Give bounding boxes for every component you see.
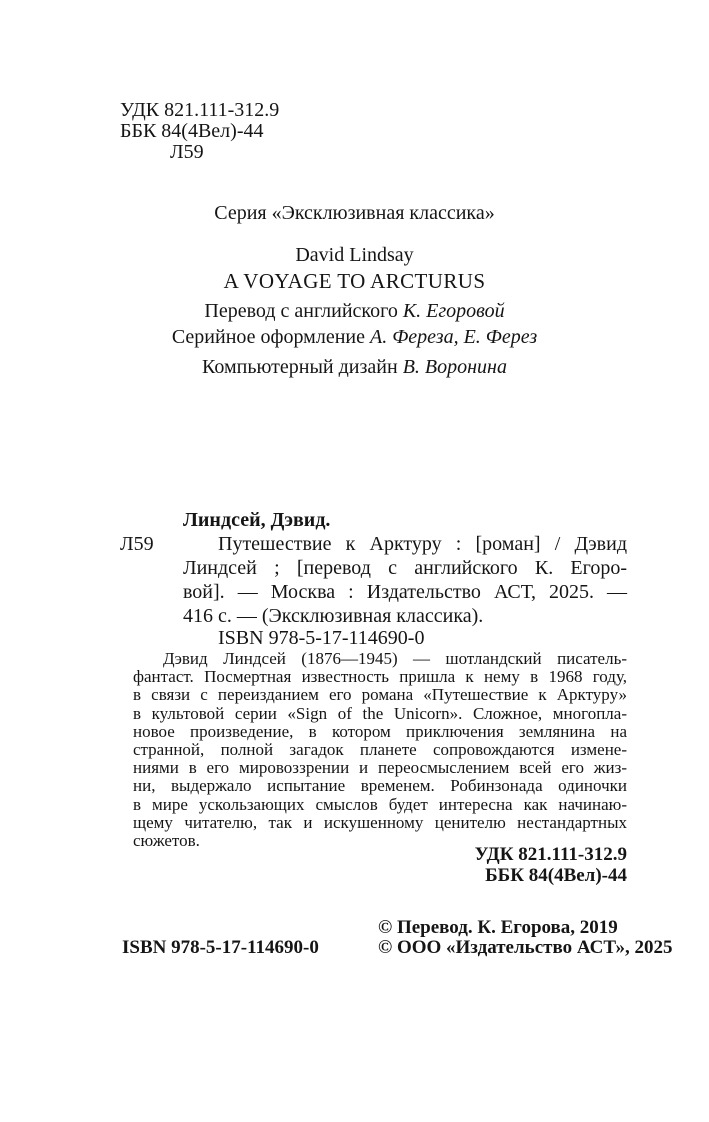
credit-line-computer-design (0, 356, 709, 379)
catalog-author-sign: Л59 (120, 533, 154, 555)
credit-line-series-design (0, 326, 709, 349)
bottom-bibliographic-codes (475, 845, 627, 886)
isbn-line: ISBN 978-5-17-114690-0 (218, 627, 425, 649)
copyright-translation: © Перевод. К. Егорова, 2019 (378, 917, 618, 938)
udk-code-bottom: УДК 821.111-312.9 (474, 844, 627, 865)
udk-code: УДК 821.111-312.9 (120, 99, 280, 121)
annotation-line: Дэвид Линдсей (1876—1945) — шотландский писатель- (163, 649, 627, 668)
original-author-name: David Lindsay (295, 244, 414, 266)
bbk-code-bottom: ББК 84(4Вел)-44 (485, 864, 627, 886)
copyright-block (378, 918, 673, 957)
credit-person: А. Фереза, Е. Ферез (369, 326, 538, 348)
bbk-code: ББК 84(4Вел)-44 (120, 120, 264, 142)
credit-person: В. Воронина (402, 356, 507, 378)
annotation-line: ниями в его мировоззрении и переосмыслением всей его жиз- (133, 758, 627, 778)
annotation-line: странной, полной загадок планете сопровождаются измене- (133, 740, 627, 760)
original-title: A VOYAGE TO ARCTURUS (223, 269, 486, 293)
catalog-line: Линдсей ; [перевод с английского К. Егоро- (183, 557, 627, 579)
author-sign: Л59 (170, 141, 204, 163)
catalog-line: вой]. — Москва : Издательство АСТ, 2025. — (183, 581, 627, 603)
credit-role: Перевод с английского (204, 300, 403, 322)
series-line: Серия «Эксклюзивная классика» (214, 202, 495, 224)
annotation-line: фантаст. Посмертная известность пришла к нему в 1968 году, (133, 667, 627, 687)
catalog-line: 416 с. — (Эксклюзивная классика). (183, 605, 484, 627)
annotation-line: в культовой серии «Sign of the Unicorn». Сложное, многопла- (133, 703, 627, 723)
credit-role: Серийное оформление (171, 326, 370, 348)
credit-line-translation (0, 300, 709, 323)
annotation-line: сюжетов. (133, 831, 200, 851)
annotation (133, 650, 627, 850)
isbn-bottom: ISBN 978-5-17-114690-0 (122, 937, 319, 958)
annotation-line: в связи с переизданием его романа «Путешествие к Арктуру» (133, 685, 627, 705)
catalog-card (120, 508, 627, 628)
annotation-line: новое произведение, в котором приключения землянина на (133, 721, 627, 741)
annotation-line: в мире ускользающих смыслов будет интересна как начинаю- (133, 794, 627, 814)
annotation-line: щему читателю, так и искушенному ценителю нестандартных (133, 812, 627, 832)
top-bibliographic-codes (120, 100, 279, 163)
annotation-line: ни, выдержало испытание временем. Робинзонада одиночки (133, 776, 627, 796)
credit-person: К. Егоровой (402, 300, 505, 322)
copyright-publisher: © ООО «Издательство АСТ», 2025 (378, 936, 673, 958)
catalog-line: Путешествие к Арктуру : [роман] / Дэвид (218, 533, 627, 555)
catalog-heading: Линдсей, Дэвид. (183, 509, 331, 531)
credit-role: Компьютерный дизайн (202, 356, 403, 378)
